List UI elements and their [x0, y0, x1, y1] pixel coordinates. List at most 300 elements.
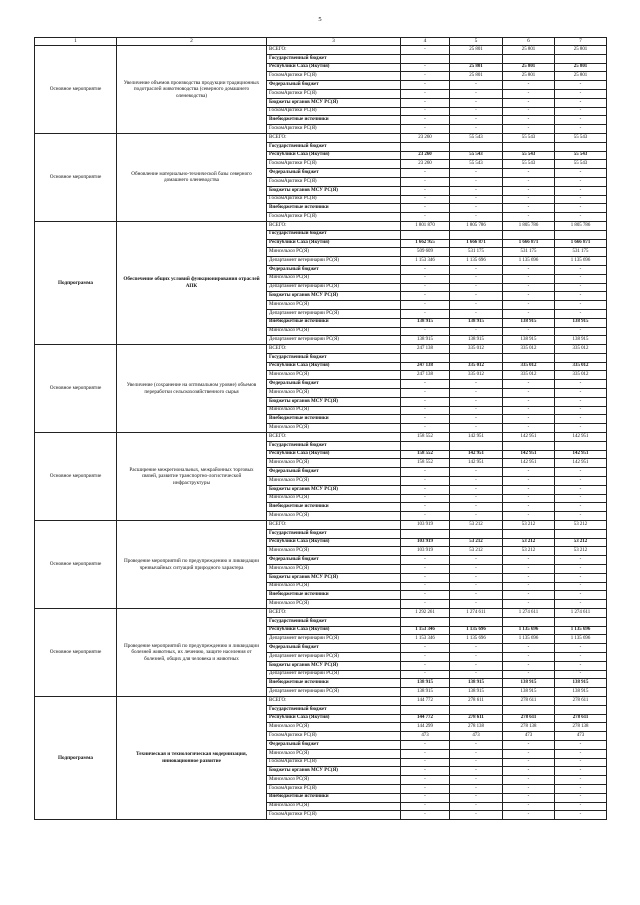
amount-cell: 55 543 — [503, 151, 555, 160]
amount-cell: - — [401, 213, 450, 222]
amount-cell: 473 — [503, 732, 555, 741]
amount-cell: 158 552 — [401, 433, 450, 442]
amount-cell: - — [401, 424, 450, 433]
amount-cell: - — [450, 767, 503, 776]
amount-cell: - — [555, 169, 607, 178]
amount-cell: - — [401, 661, 450, 670]
funding-source-label: ГоскомАрктики РС(Я) — [267, 72, 401, 81]
funding-source-label: Департамент ветеринарии РС(Я) — [267, 635, 401, 644]
funding-source-label: Внебюджетные источники — [267, 318, 401, 327]
amount-cell: 1 135 696 — [555, 635, 607, 644]
amount-cell: - — [450, 389, 503, 398]
amount-cell: - — [503, 582, 555, 591]
amount-cell: - — [401, 265, 450, 274]
amount-cell: 335 012 — [450, 345, 503, 354]
amount-cell: - — [555, 758, 607, 767]
amount-cell: - — [450, 89, 503, 98]
amount-cell: - — [450, 582, 503, 591]
amount-cell: - — [555, 670, 607, 679]
amount-cell: - — [401, 195, 450, 204]
funding-source-label: Минсельхоз РС(Я) — [267, 327, 401, 336]
funding-source-label: Государственный бюджет — [267, 54, 401, 63]
amount-cell: - — [450, 749, 503, 758]
amount-cell: 103 919 — [401, 547, 450, 556]
amount-cell: - — [503, 274, 555, 283]
amount-cell: 158 552 — [401, 450, 450, 459]
funding-source-label: Государственный бюджет — [267, 617, 401, 626]
funding-source-label: Внебюджетные источники — [267, 591, 401, 600]
amount-cell: - — [401, 740, 450, 749]
amount-cell: 53 212 — [450, 547, 503, 556]
funding-source-label: Минсельхоз РС(Я) — [267, 301, 401, 310]
amount-cell: - — [555, 389, 607, 398]
funding-source-label: Минсельхоз РС(Я) — [267, 248, 401, 257]
funding-source-label: Федеральный бюджет — [267, 81, 401, 90]
amount-cell: - — [401, 186, 450, 195]
table-row — [35, 433, 607, 442]
amount-cell — [450, 529, 503, 538]
amount-cell — [450, 142, 503, 151]
amount-cell: - — [401, 380, 450, 389]
amount-cell: 25 801 — [555, 63, 607, 72]
amount-cell: - — [401, 63, 450, 72]
amount-cell: - — [401, 503, 450, 512]
amount-cell: 53 212 — [555, 547, 607, 556]
funding-source-label: Департамент ветеринарии РС(Я) — [267, 336, 401, 345]
amount-cell: - — [555, 424, 607, 433]
amount-cell: - — [503, 494, 555, 503]
amount-cell: 138 915 — [401, 688, 450, 697]
amount-cell: 1 135 696 — [450, 257, 503, 266]
amount-cell: - — [503, 784, 555, 793]
amount-cell: - — [555, 204, 607, 213]
amount-cell: - — [450, 485, 503, 494]
amount-cell: - — [503, 169, 555, 178]
amount-cell — [401, 353, 450, 362]
amount-cell: - — [555, 494, 607, 503]
amount-cell: - — [555, 644, 607, 653]
funding-source-label: Минсельхоз РС(Я) — [267, 600, 401, 609]
amount-cell: - — [450, 793, 503, 802]
amount-cell: 278 138 — [503, 723, 555, 732]
amount-cell: - — [401, 793, 450, 802]
amount-cell: 531 175 — [450, 248, 503, 257]
amount-cell: 247 138 — [401, 345, 450, 354]
amount-cell: - — [401, 512, 450, 521]
funding-source-label: Департамент ветеринарии РС(Я) — [267, 688, 401, 697]
amount-cell — [401, 617, 450, 626]
amount-cell: - — [503, 670, 555, 679]
amount-cell: - — [503, 556, 555, 565]
funding-source-label: Бюджеты органов МСУ РС(Я) — [267, 661, 401, 670]
amount-cell: - — [503, 265, 555, 274]
amount-cell: 25 801 — [450, 72, 503, 81]
amount-cell — [401, 441, 450, 450]
amount-cell: - — [503, 204, 555, 213]
amount-cell — [401, 230, 450, 239]
amount-cell: 1 135 696 — [450, 635, 503, 644]
funding-source-label: Внебюджетные источники — [267, 679, 401, 688]
amount-cell — [555, 54, 607, 63]
amount-cell: - — [503, 503, 555, 512]
amount-cell: 103 919 — [401, 538, 450, 547]
amount-cell: - — [503, 301, 555, 310]
amount-cell: - — [450, 406, 503, 415]
amount-cell: - — [450, 415, 503, 424]
amount-cell: - — [450, 573, 503, 582]
table-row — [35, 696, 607, 705]
amount-cell: 1 153 346 — [401, 626, 450, 635]
amount-cell — [503, 142, 555, 151]
amount-cell: - — [555, 776, 607, 785]
amount-cell — [555, 617, 607, 626]
amount-cell: - — [450, 107, 503, 116]
table-row — [35, 521, 607, 530]
funding-source-label: ГоскомАрктики РС(Я) — [267, 213, 401, 222]
funding-source-label: Бюджеты органов МСУ РС(Я) — [267, 292, 401, 301]
funding-source-label: Минсельхоз РС(Я) — [267, 749, 401, 758]
amount-cell: - — [555, 793, 607, 802]
amount-cell: - — [401, 582, 450, 591]
amount-cell: 23 260 — [401, 133, 450, 142]
amount-cell: - — [450, 177, 503, 186]
funding-source-label: Государственный бюджет — [267, 142, 401, 151]
amount-cell: - — [555, 582, 607, 591]
amount-cell: - — [401, 125, 450, 134]
amount-cell: 278 138 — [450, 723, 503, 732]
amount-cell: 138 915 — [555, 688, 607, 697]
amount-cell: - — [555, 116, 607, 125]
amount-cell: 1 153 346 — [401, 635, 450, 644]
amount-cell: 142 951 — [503, 450, 555, 459]
amount-cell: - — [450, 802, 503, 811]
amount-cell: - — [401, 600, 450, 609]
amount-cell: - — [555, 415, 607, 424]
amount-cell: - — [401, 283, 450, 292]
amount-cell: - — [555, 283, 607, 292]
funding-source-label: ВСЕГО: — [267, 221, 401, 230]
funding-source-label: ГоскомАрктики РС(Я) — [267, 732, 401, 741]
funding-source-label: ВСЕГО: — [267, 345, 401, 354]
amount-cell: - — [555, 177, 607, 186]
amount-cell — [503, 353, 555, 362]
amount-cell: - — [503, 749, 555, 758]
funding-source-label: Минсельхоз РС(Я) — [267, 512, 401, 521]
amount-cell: - — [555, 749, 607, 758]
amount-cell: 23 260 — [401, 151, 450, 160]
amount-cell — [450, 617, 503, 626]
table-row — [35, 46, 607, 55]
amount-cell: - — [503, 406, 555, 415]
amount-cell: 1 805 786 — [450, 221, 503, 230]
funding-source-label: ВСЕГО: — [267, 133, 401, 142]
funding-source-label: Минсельхоз РС(Я) — [267, 582, 401, 591]
amount-cell: - — [401, 767, 450, 776]
amount-cell: 278 611 — [503, 714, 555, 723]
amount-cell: - — [401, 72, 450, 81]
amount-cell: - — [401, 811, 450, 820]
column-number: 5 — [450, 38, 503, 46]
funding-source-label: Департамент ветеринарии РС(Я) — [267, 309, 401, 318]
amount-cell: - — [401, 204, 450, 213]
amount-cell — [401, 529, 450, 538]
amount-cell: - — [401, 573, 450, 582]
funding-source-label: Минсельхоз РС(Я) — [267, 723, 401, 732]
amount-cell: - — [450, 424, 503, 433]
section-type: Основное мероприятие — [35, 521, 117, 609]
amount-cell: 138 915 — [555, 318, 607, 327]
funding-source-label: Государственный бюджет — [267, 230, 401, 239]
funding-source-label: Минсельхоз РС(Я) — [267, 389, 401, 398]
amount-cell — [503, 705, 555, 714]
amount-cell: - — [555, 740, 607, 749]
amount-cell — [401, 54, 450, 63]
amount-cell: - — [503, 802, 555, 811]
amount-cell: - — [450, 477, 503, 486]
funding-source-label: Федеральный бюджет — [267, 169, 401, 178]
amount-cell: - — [450, 309, 503, 318]
funding-source-label: Республики Саха (Якутия) — [267, 538, 401, 547]
amount-cell: - — [503, 767, 555, 776]
amount-cell: 531 175 — [555, 248, 607, 257]
budget-table — [34, 37, 607, 820]
table-row — [35, 345, 607, 354]
amount-cell — [555, 529, 607, 538]
funding-source-label: Государственный бюджет — [267, 705, 401, 714]
amount-cell: - — [555, 485, 607, 494]
funding-source-label: Федеральный бюджет — [267, 468, 401, 477]
section-title: Обновление материально-технической базы северного домашнего оленеводства — [117, 133, 267, 221]
amount-cell: - — [401, 749, 450, 758]
amount-cell: 144 772 — [401, 696, 450, 705]
funding-source-label: Департамент ветеринарии РС(Я) — [267, 670, 401, 679]
funding-source-label: Бюджеты органов МСУ РС(Я) — [267, 573, 401, 582]
funding-source-label: Минсельхоз РС(Я) — [267, 274, 401, 283]
amount-cell: - — [555, 380, 607, 389]
funding-source-label: Федеральный бюджет — [267, 740, 401, 749]
amount-cell: - — [555, 406, 607, 415]
amount-cell: 1 805 786 — [503, 221, 555, 230]
amount-cell: - — [503, 397, 555, 406]
amount-cell: - — [555, 195, 607, 204]
amount-cell: - — [503, 740, 555, 749]
amount-cell: 1 135 696 — [450, 626, 503, 635]
amount-cell: - — [401, 485, 450, 494]
amount-cell: - — [450, 740, 503, 749]
amount-cell: - — [555, 556, 607, 565]
funding-source-label: Федеральный бюджет — [267, 265, 401, 274]
funding-source-label: ВСЕГО: — [267, 46, 401, 55]
amount-cell: - — [503, 389, 555, 398]
amount-cell: - — [450, 292, 503, 301]
amount-cell: 335 012 — [503, 362, 555, 371]
amount-cell: - — [555, 397, 607, 406]
amount-cell: 138 915 — [450, 688, 503, 697]
amount-cell: 335 012 — [503, 371, 555, 380]
amount-cell: - — [503, 309, 555, 318]
amount-cell: 138 915 — [555, 679, 607, 688]
column-number: 4 — [401, 38, 450, 46]
funding-source-label: Минсельхоз РС(Я) — [267, 802, 401, 811]
amount-cell: 138 915 — [503, 679, 555, 688]
amount-cell: - — [450, 512, 503, 521]
amount-cell: - — [555, 811, 607, 820]
amount-cell: 138 915 — [401, 336, 450, 345]
funding-source-label: ВСЕГО: — [267, 521, 401, 530]
amount-cell — [503, 230, 555, 239]
amount-cell: - — [401, 169, 450, 178]
amount-cell: - — [450, 784, 503, 793]
funding-source-label: ГоскомАрктики РС(Я) — [267, 89, 401, 98]
amount-cell — [555, 353, 607, 362]
amount-cell: - — [401, 670, 450, 679]
amount-cell: - — [503, 573, 555, 582]
amount-cell: 25 801 — [503, 46, 555, 55]
amount-cell: 278 611 — [555, 714, 607, 723]
amount-cell: 55 543 — [450, 133, 503, 142]
section-type: Основное мероприятие — [35, 609, 117, 697]
amount-cell: 53 212 — [450, 538, 503, 547]
funding-source-label: Минсельхоз РС(Я) — [267, 547, 401, 556]
amount-cell: - — [555, 477, 607, 486]
amount-cell: - — [555, 89, 607, 98]
amount-cell: - — [401, 591, 450, 600]
amount-cell: - — [555, 301, 607, 310]
amount-cell — [555, 441, 607, 450]
amount-cell: 1 801 870 — [401, 221, 450, 230]
funding-source-label: Минсельхоз РС(Я) — [267, 477, 401, 486]
amount-cell: 138 915 — [450, 318, 503, 327]
funding-source-label: Бюджеты органов МСУ РС(Я) — [267, 767, 401, 776]
funding-source-label: ГоскомАрктики РС(Я) — [267, 195, 401, 204]
amount-cell: 1 292 261 — [401, 609, 450, 618]
amount-cell: 1 666 871 — [450, 239, 503, 248]
amount-cell: - — [401, 116, 450, 125]
amount-cell: - — [450, 600, 503, 609]
funding-source-label: ГоскомАрктики РС(Я) — [267, 811, 401, 820]
amount-cell: 23 260 — [401, 160, 450, 169]
page-number: 5 — [318, 16, 322, 23]
amount-cell — [503, 617, 555, 626]
section-title: Обеспечение общих условий функционирования отраслей АПК — [117, 221, 267, 344]
amount-cell: 138 915 — [450, 679, 503, 688]
funding-source-label: Внебюджетные источники — [267, 503, 401, 512]
amount-cell: 138 915 — [503, 688, 555, 697]
amount-cell: - — [555, 591, 607, 600]
amount-cell: - — [450, 758, 503, 767]
amount-cell: - — [503, 283, 555, 292]
amount-cell: - — [401, 477, 450, 486]
funding-source-label: Федеральный бюджет — [267, 380, 401, 389]
funding-source-label: Федеральный бюджет — [267, 556, 401, 565]
amount-cell: - — [503, 652, 555, 661]
amount-cell: - — [401, 468, 450, 477]
column-number: 3 — [267, 38, 401, 46]
amount-cell: - — [450, 204, 503, 213]
amount-cell — [450, 441, 503, 450]
amount-cell — [450, 230, 503, 239]
amount-cell: 335 012 — [450, 371, 503, 380]
amount-cell: - — [450, 213, 503, 222]
amount-cell: - — [503, 327, 555, 336]
amount-cell: 1 666 871 — [555, 239, 607, 248]
amount-cell — [450, 353, 503, 362]
funding-source-label: Республики Саха (Якутия) — [267, 63, 401, 72]
amount-cell: 335 012 — [555, 371, 607, 380]
amount-cell: - — [555, 652, 607, 661]
funding-source-label: ГоскомАрктики РС(Я) — [267, 160, 401, 169]
amount-cell: - — [401, 397, 450, 406]
amount-cell: - — [401, 494, 450, 503]
amount-cell: 144 299 — [401, 723, 450, 732]
amount-cell: - — [450, 125, 503, 134]
amount-cell: - — [450, 169, 503, 178]
amount-cell: 1 135 696 — [503, 257, 555, 266]
column-number: 7 — [555, 38, 607, 46]
funding-source-label: Минсельхоз РС(Я) — [267, 424, 401, 433]
amount-cell: - — [401, 81, 450, 90]
amount-cell — [555, 142, 607, 151]
amount-cell: - — [555, 213, 607, 222]
amount-cell: - — [503, 107, 555, 116]
amount-cell: - — [450, 327, 503, 336]
amount-cell: - — [503, 793, 555, 802]
amount-cell: - — [555, 784, 607, 793]
amount-cell: 138 915 — [555, 336, 607, 345]
amount-cell: 55 543 — [450, 160, 503, 169]
section-type: Подпрограмма — [35, 221, 117, 344]
section-title: Техническая и технологическая модернизация, инновационное развитие — [117, 696, 267, 819]
amount-cell: - — [401, 802, 450, 811]
amount-cell: - — [401, 776, 450, 785]
funding-source-label: Государственный бюджет — [267, 441, 401, 450]
amount-cell: - — [503, 380, 555, 389]
amount-cell: 142 951 — [450, 450, 503, 459]
amount-cell: - — [555, 292, 607, 301]
amount-cell: 473 — [555, 732, 607, 741]
amount-cell: 278 138 — [555, 723, 607, 732]
amount-cell: 335 012 — [503, 345, 555, 354]
amount-cell: 509 609 — [401, 248, 450, 257]
funding-source-label: Республики Саха (Якутия) — [267, 239, 401, 248]
amount-cell: 158 552 — [401, 459, 450, 468]
funding-source-label: Минсельхоз РС(Я) — [267, 459, 401, 468]
amount-cell: - — [503, 758, 555, 767]
funding-source-label: Республики Саха (Якутия) — [267, 450, 401, 459]
amount-cell: - — [555, 274, 607, 283]
section-title: Расширение межрегиональных, межрайонных торговых связей, развитие транспортно-логистической инфраструктуры — [117, 433, 267, 521]
amount-cell: 335 012 — [555, 345, 607, 354]
funding-source-label: Республики Саха (Якутия) — [267, 626, 401, 635]
amount-cell: 142 951 — [450, 433, 503, 442]
table-row — [35, 133, 607, 142]
amount-cell: - — [503, 600, 555, 609]
amount-cell: - — [450, 283, 503, 292]
amount-cell: 55 543 — [555, 160, 607, 169]
funding-source-label: ГоскомАрктики РС(Я) — [267, 758, 401, 767]
amount-cell: 278 611 — [555, 696, 607, 705]
amount-cell: - — [503, 98, 555, 107]
amount-cell: - — [555, 265, 607, 274]
amount-cell: 473 — [450, 732, 503, 741]
table-row — [35, 609, 607, 618]
amount-cell: - — [555, 573, 607, 582]
column-number: 1 — [35, 38, 117, 46]
column-number: 2 — [117, 38, 267, 46]
amount-cell: - — [503, 468, 555, 477]
section-title: Проведение мероприятий по предупреждению и ликвидации болезней животных, их лечению, защите населения от болезней, общих для человека и животных — [117, 609, 267, 697]
amount-cell: - — [555, 512, 607, 521]
